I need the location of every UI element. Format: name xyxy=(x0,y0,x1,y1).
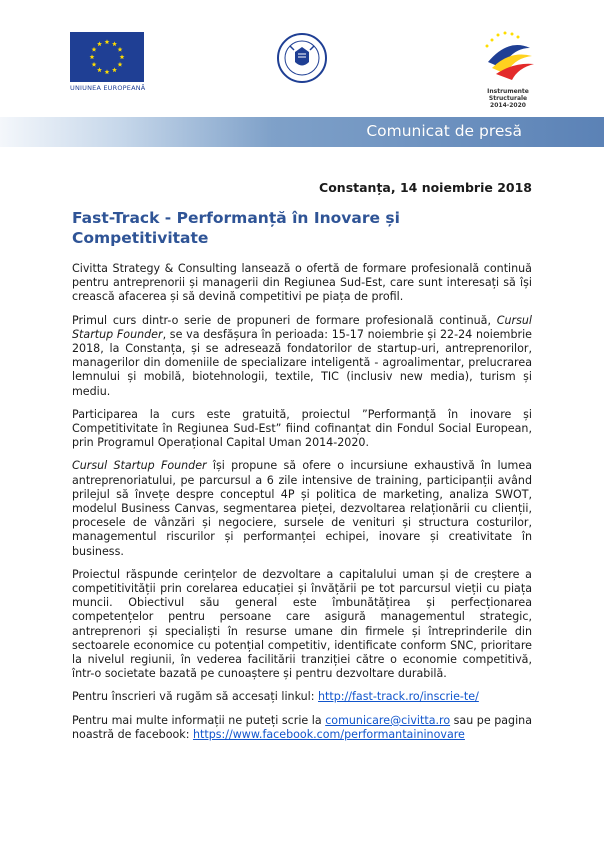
registration-link[interactable]: http://fast-track.ro/inscrie-te/ xyxy=(318,690,479,704)
eu-logo xyxy=(70,32,145,92)
eu-star-icon xyxy=(97,67,102,72)
text: Pentru înscrieri vă rugăm să accesați linkul: xyxy=(72,690,319,704)
eu-flag-icon xyxy=(70,32,144,82)
course-name: Cursul Startup Founder xyxy=(72,459,207,473)
dateline: Constanța, 14 noiembrie 2018 xyxy=(319,180,532,195)
paragraph-registration xyxy=(72,690,532,704)
eu-star-icon xyxy=(118,62,123,67)
header-logos xyxy=(0,28,604,108)
eu-caption: UNIUNEA EUROPEANĂ xyxy=(70,84,146,92)
text: Primul curs dintr-o serie de propuneri de formare profesională continuă, xyxy=(72,313,497,327)
paragraph-intro: Civitta Strategy & Consulting lansează o ofertă de formare profesională continuă pentru antreprenorii și managerii din Regiunea Sud-Est, care sunt interesați să își crească afacerea și să devină competitivi pe piața de profil. xyxy=(72,262,532,304)
paragraph-funding: Participarea la curs este gratuită, proiectul ”Performanță în inovare și Competitivitate în Regiunea Sud-Est” fiind cofinanțat din Fondul Social European, prin Programul Operațional Capital Uman 2014-2020. xyxy=(72,407,532,450)
eu-star-icon xyxy=(112,41,117,46)
eu-star-icon xyxy=(120,54,125,59)
article-body xyxy=(72,262,532,742)
text: , se va desfășura în perioada: 15-17 noiembrie și 22-24 noiembrie 2018, la Constanța, și se adresează fondatorilor de startup-uri, antreprenorilor, managerilor din domeniile de specializare inteligentă - agroalimentar, prelucrarea lemnului și mobilă, biotehnologii, textile, TIC (inclusiv new media), turism și mediu. xyxy=(72,327,532,398)
paragraph-contact xyxy=(72,714,532,742)
facebook-page-link[interactable]: https://www.facebook.com/performantaininovare xyxy=(192,727,465,741)
eu-star-icon xyxy=(118,47,123,52)
paragraph-project-objectives: Proiectul răspunde cerințelor de dezvoltare a capitalului uman și de creștere a competitivității prin corelarea educației și învățării pe tot parcursul vieții cu piața muncii. Obiectivul său general este îmbunătățirea și perfecționarea competențelor pentru persoane care asigură managementul strategic, antreprenori și specialiști în resurse umane din firmele și întreprinderile din sectoarele economice cu potențial competitiv, identificate conform SNC, prioritare la nivelul regiunii, în vederea facilitării tranziției către o economie competitivă, într-o societate bazată pe cunoaștere și pentru dezvoltare durabilă. xyxy=(72,567,532,681)
structural-instruments-caption: Instrumente Structurale 2014-2020 xyxy=(487,88,529,109)
contact-email-link[interactable]: comunicare@civitta.ro xyxy=(325,713,451,727)
headline: Fast-Track - Performanță în Inovare și Competitivitate xyxy=(72,209,400,247)
eu-star-icon xyxy=(90,54,95,59)
paragraph-course-schedule xyxy=(72,314,532,399)
eu-star-icon xyxy=(105,39,110,44)
eu-star-icon xyxy=(97,41,102,46)
eu-star-icon xyxy=(92,47,97,52)
structural-instruments-icon xyxy=(478,28,538,84)
press-release-banner xyxy=(0,117,604,147)
text: sau pe pagina noastră de facebook: xyxy=(72,713,532,741)
text: Pentru mai multe informații ne puteți scrie la xyxy=(72,713,326,727)
eu-star-icon xyxy=(92,62,97,67)
paragraph-course-content xyxy=(72,459,532,558)
structural-instruments-logo xyxy=(468,28,548,109)
text: își propune să ofere o incursiune exhaustivă în lumea antreprenoriatului, pe parcursul a 6 zile intensive de training, participanții având prilejul să învețe despre conceptul 4P și politica de marketing, analiza SWOT, modelul Business Canvas, segmentarea pieței, dezvoltarea relaționării cu clienții, procesele de vânzări și negociere, sursele de venituri și structura costurilor, managementul riscurilor și performanței echipei, inovare și creativitate în business. xyxy=(72,459,532,558)
eu-star-icon xyxy=(105,69,110,74)
banner-title: Comunicat de presă xyxy=(366,122,522,140)
eu-star-icon xyxy=(112,67,117,72)
course-name: Cursul Startup Founder xyxy=(72,313,532,341)
romanian-government-seal-icon xyxy=(276,32,328,88)
